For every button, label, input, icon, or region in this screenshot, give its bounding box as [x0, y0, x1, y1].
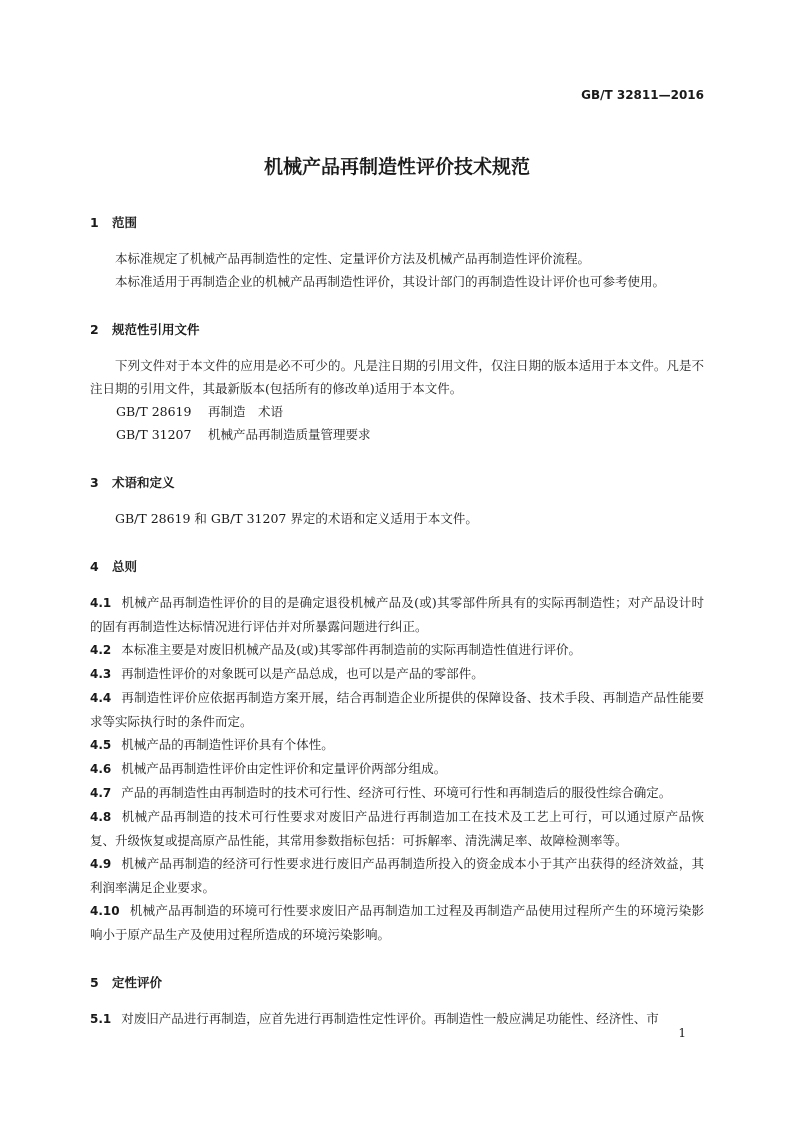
clause-number: 4.8	[90, 810, 112, 824]
section-title: 总则	[112, 559, 138, 574]
document-title: 机械产品再制造性评价技术规范	[263, 156, 530, 178]
clause-number: 4.5	[90, 738, 112, 752]
clause-number: 4.3	[90, 667, 112, 681]
scope-paragraph: 本标准适用于再制造企业的机械产品再制造性评价，其设计部门的再制造性设计评价也可参考使用。	[115, 274, 666, 289]
clause-text: 机械产品再制造的技术可行性要求对废旧产品进行再制造加工在技术及工艺上可行，可以通过原产品恢复、升级恢复或提高原产品性能，其常用参数指标包括：可拆解率、清洗满足率、故障检测率等。	[90, 809, 704, 848]
clause-number: 5.1	[90, 1012, 112, 1026]
page-number: 1	[678, 1026, 686, 1040]
clause	[90, 852, 704, 899]
clause-text: 机械产品再制造性评价的目的是确定退役机械产品及(或)其零部件所具有的实际再制造性；对产品设计时的固有再制造性达标情况进行评估并对所暴露问题进行纠正。	[90, 595, 704, 634]
section-4-heading	[90, 556, 704, 578]
clause	[90, 686, 704, 733]
section-3-heading	[90, 472, 704, 494]
clause-number: 4.10	[90, 904, 120, 918]
section-number: 3	[90, 475, 99, 490]
reference-title: 机械产品再制造质量管理要求	[208, 427, 371, 442]
clause	[90, 899, 704, 946]
clause	[90, 781, 704, 805]
clause	[90, 638, 704, 662]
clause-text: 本标准主要是对废旧机械产品及(或)其零部件再制造前的实际再制造性值进行评价。	[121, 642, 582, 657]
clause-number: 4.2	[90, 643, 112, 657]
clause-text: 产品的再制造性由再制造时的技术可行性、经济可行性、环境可行性和再制造后的服役性综合确定。	[121, 785, 672, 800]
normative-intro: 下列文件对于本文件的应用是必不可少的。凡是注日期的引用文件，仅注日期的版本适用于本文件。凡是不注日期的引用文件，其最新版本(包括所有的修改单)适用于本文件。	[90, 358, 704, 396]
clause	[90, 757, 704, 781]
clause-text: 机械产品再制造的环境可行性要求废旧产品再制造加工过程及再制造产品使用过程所产生的环境污染影响小于原产品生产及使用过程所造成的环境污染影响。	[90, 903, 704, 942]
clause-text: 机械产品的再制造性评价具有个体性。	[121, 737, 334, 752]
clause-text: 再制造性评价的对象既可以是产品总成，也可以是产品的零部件。	[121, 666, 484, 681]
clause-text: 对废旧产品进行再制造，应首先进行再制造性定性评价。再制造性一般应满足功能性、经济性、市	[121, 1011, 659, 1026]
reference-code: GB/T 28619	[116, 404, 192, 419]
reference-title: 再制造 术语	[208, 404, 284, 419]
clause-number: 4.7	[90, 786, 112, 800]
clause-number: 4.6	[90, 762, 112, 776]
clause-text: 再制造性评价应依据再制造方案开展，结合再制造企业所提供的保障设备、技术手段、再制造产品性能要求等实际执行时的条件而定。	[90, 690, 704, 729]
section-number: 4	[90, 559, 99, 574]
section-title: 定性评价	[112, 975, 163, 990]
section-title: 范围	[112, 215, 138, 230]
scope-paragraph: 本标准规定了机械产品再制造性的定性、定量评价方法及机械产品再制造性评价流程。	[115, 251, 591, 266]
section-title: 术语和定义	[112, 475, 175, 490]
clause-text: 机械产品再制造性评价由定性评价和定量评价两部分组成。	[121, 761, 447, 776]
clause	[90, 805, 704, 852]
clause-text: 机械产品再制造的经济可行性要求进行废旧产品再制造所投入的资金成本小于其产出获得的经济效益，其利润率满足企业要求。	[90, 856, 704, 895]
reference-code: GB/T 31207	[116, 427, 192, 442]
terms-paragraph: GB/T 28619 和 GB/T 31207 界定的术语和定义适用于本文件。	[115, 511, 478, 526]
section-number: 1	[90, 215, 99, 230]
normative-reference	[90, 423, 704, 446]
clause-number: 4.1	[90, 596, 112, 610]
section-2-heading	[90, 319, 704, 341]
standard-code: GB/T 32811—2016	[581, 88, 704, 102]
clause	[90, 733, 704, 757]
section-title: 规范性引用文件	[112, 322, 200, 337]
clause	[90, 1007, 704, 1031]
clause-number: 4.9	[90, 857, 112, 871]
section-number: 5	[90, 975, 99, 990]
clause-number: 4.4	[90, 691, 112, 705]
section-1-heading	[90, 212, 704, 234]
document-body	[90, 212, 704, 1031]
clause	[90, 591, 704, 638]
clause	[90, 662, 704, 686]
section-5-heading	[90, 972, 704, 994]
section-number: 2	[90, 322, 99, 337]
normative-reference	[90, 400, 704, 423]
